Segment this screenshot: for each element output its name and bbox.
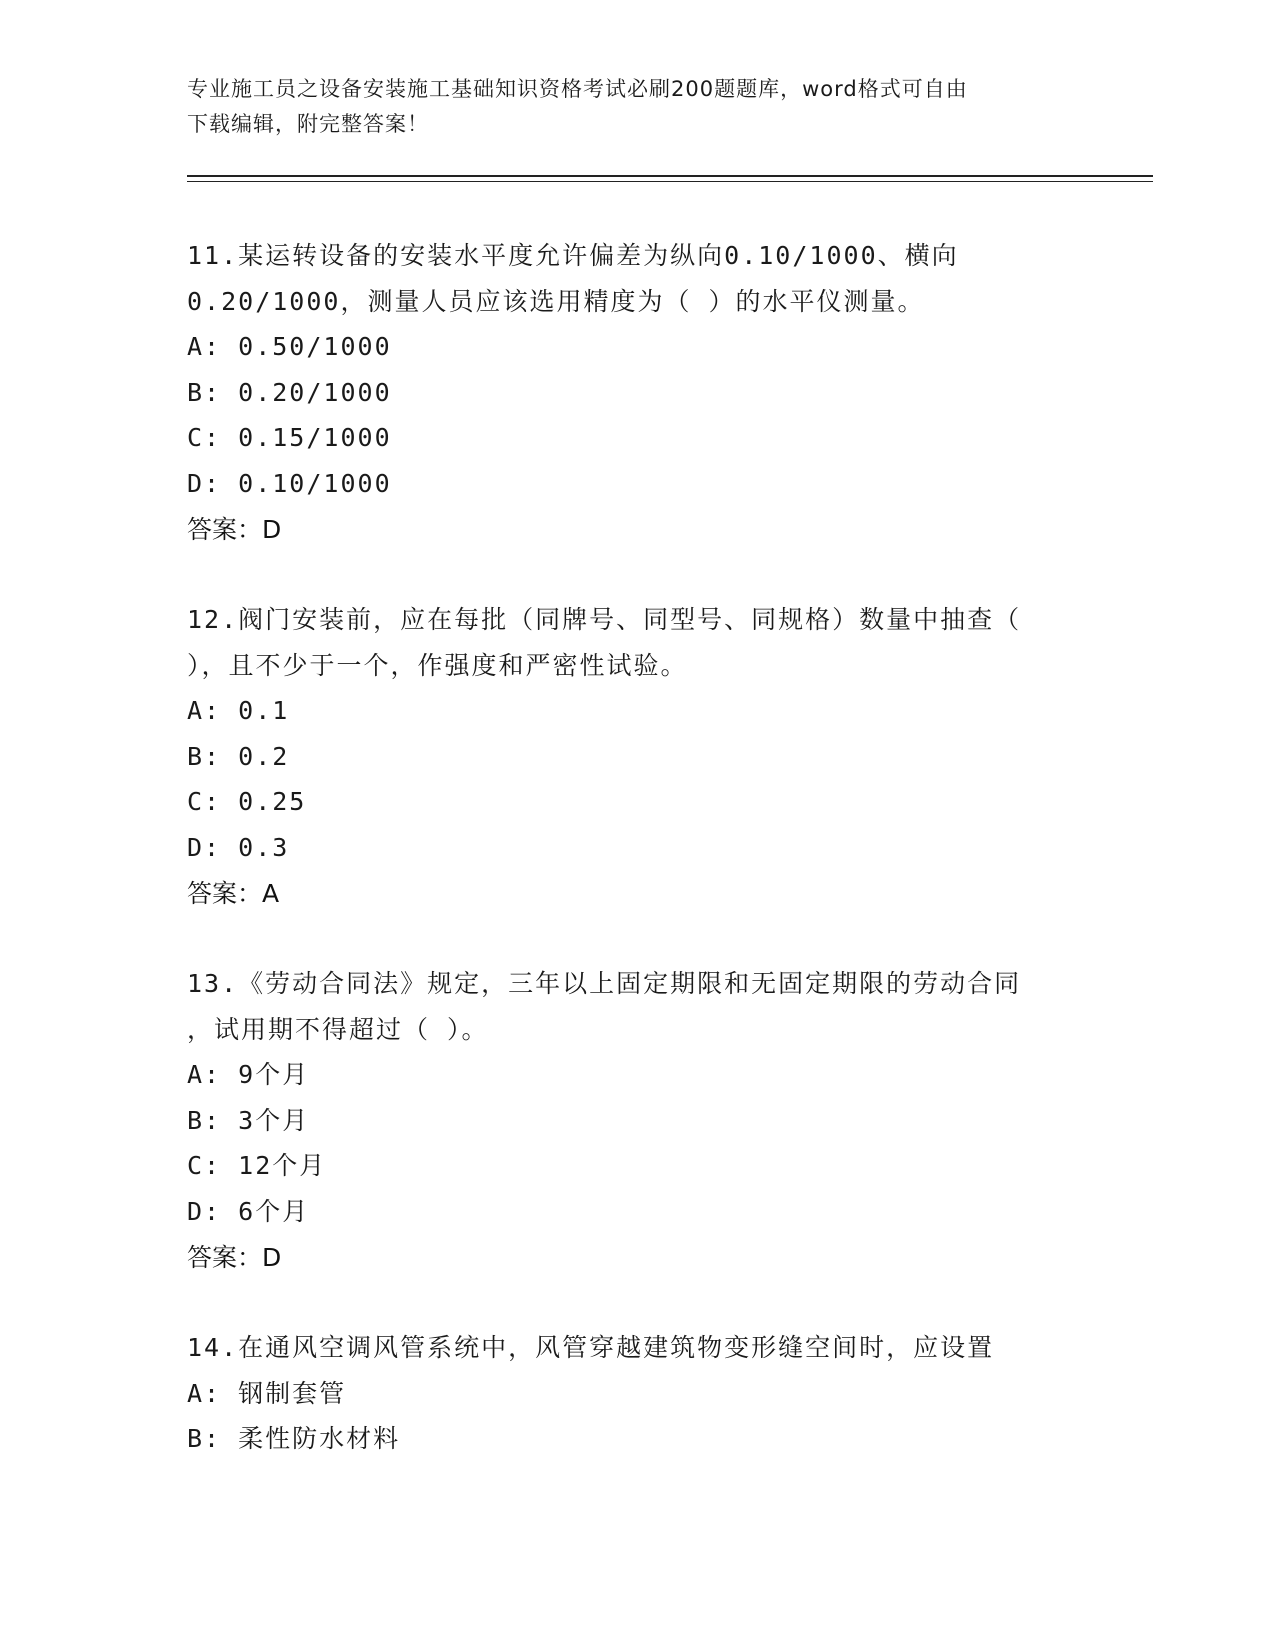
option-d: D: 0.3 xyxy=(187,832,290,862)
question-12 xyxy=(187,597,1087,916)
question-13 xyxy=(187,961,1087,1280)
option-b: B: 0.2 xyxy=(187,741,290,771)
option-d: D: 6个月 xyxy=(187,1196,310,1226)
option-c: C: 12个月 xyxy=(187,1151,327,1181)
answer: 答案：A xyxy=(187,878,280,908)
question-stem: ，试用期不得超过（ ）。 xyxy=(187,1014,489,1044)
header-line-2: 下载编辑，附完整答案！ xyxy=(187,112,429,136)
header-divider-thin xyxy=(187,181,1153,182)
question-stem: 0.20/1000，测量人员应该选用精度为（ ）的水平仪测量。 xyxy=(187,286,925,316)
question-stem: 14.在通风空调风管系统中，风管穿越建筑物变形缝空间时，应设置 xyxy=(187,1333,995,1362)
option-a: A: 0.50/1000 xyxy=(187,332,392,362)
question-14 xyxy=(187,1325,1087,1462)
option-a: A: 钢制套管 xyxy=(187,1378,347,1408)
question-stem: 13.《劳动合同法》规定，三年以上固定期限和无固定期限的劳动合同 xyxy=(187,969,1022,998)
answer: 答案：D xyxy=(187,1242,282,1272)
answer: 答案：D xyxy=(187,514,282,544)
header-divider xyxy=(187,175,1153,177)
option-a: A: 0.1 xyxy=(187,696,290,726)
option-d: D: 0.10/1000 xyxy=(187,468,392,498)
option-c: C: 0.15/1000 xyxy=(187,423,392,453)
question-stem: ），且不少于一个，作强度和严密性试验。 xyxy=(187,650,688,680)
question-11 xyxy=(187,233,1087,552)
option-b: B: 3个月 xyxy=(187,1105,310,1135)
option-b: B: 柔性防水材料 xyxy=(187,1424,401,1454)
option-c: C: 0.25 xyxy=(187,787,307,817)
option-b: B: 0.20/1000 xyxy=(187,377,392,407)
option-a: A: 9个月 xyxy=(187,1060,310,1090)
document-header xyxy=(187,72,1087,142)
question-stem: 11.某运转设备的安装水平度允许偏差为纵向0.10/1000、横向 xyxy=(187,241,959,270)
question-stem: 12.阀门安装前，应在每批（同牌号、同型号、同规格）数量中抽查（ xyxy=(187,605,1022,634)
header-line-1: 专业施工员之设备安装施工基础知识资格考试必刷200题题库，word格式可自由 xyxy=(187,77,968,101)
